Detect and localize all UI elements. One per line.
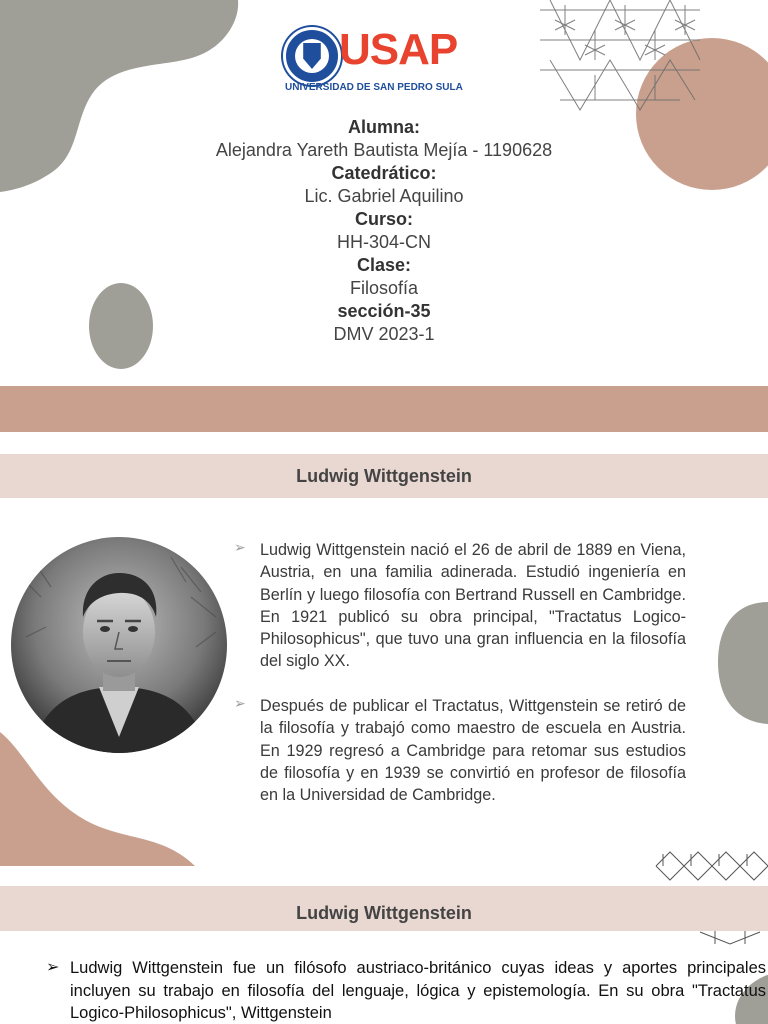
label-alumna: Alumna: <box>348 117 420 137</box>
geometric-pattern-small <box>656 852 768 866</box>
label-catedratico: Catedrático: <box>331 163 437 183</box>
tan-blob-bottom-left <box>0 732 195 866</box>
bullet-arrow-icon: ➢ <box>46 959 60 976</box>
logo-subtitle: UNIVERSIDAD DE SAN PEDRO SULA <box>285 82 463 93</box>
cover-info <box>0 116 768 346</box>
ideas-paragraph: Ludwig Wittgenstein fue un filósofo austriaco-británico cuyas ideas y aportes principales incluyen su trabajo en filosofía del lenguaje, lógica y epistemología. En su obra "Tractatus Logico-Philosophicus", Wittgenstein <box>70 959 766 1022</box>
cover-slide <box>0 0 768 386</box>
slide2-title: Ludwig Wittgenstein <box>0 454 768 498</box>
logo-wordmark: USAP <box>339 25 458 74</box>
label-curso: Curso: <box>355 209 413 229</box>
bio-paragraph-1: Ludwig Wittgenstein nació el 26 de abril de 1889 en Viena, Austria, en una familia adinerada. Estudió ingeniería en Berlín y luego filosofía con Bertrand Russell en Cambridge. En 1921 publicó su obra principal, "Tractatus Logico-Philosophicus", que tuvo una gran influencia en la filosofía del siglo XX. <box>260 541 686 671</box>
term: DMV 2023-1 <box>333 324 435 344</box>
biography-slide <box>0 432 768 866</box>
bio-paragraph-2: Después de publicar el Tractatus, Wittgenstein se retiró de la filosofía y trabajó como maestro de escuela en Austria. En 1929 regresó a Cambridge para retomar sus estudios de filosofía y en 1939 se convirtió en profesor de filosofía en la Universidad de Cambridge. <box>260 697 686 805</box>
university-seal-icon <box>283 27 341 85</box>
slide3-title: Ludwig Wittgenstein <box>0 886 768 931</box>
class-name: Filosofía <box>349 278 419 298</box>
bullet-arrow-icon: ➢ <box>234 695 246 711</box>
portrait-image <box>11 537 227 753</box>
label-clase: Clase: <box>356 255 412 275</box>
ideas-slide <box>0 866 768 1024</box>
wittgenstein-portrait <box>11 537 227 753</box>
course-code: HH-304-CN <box>336 232 432 252</box>
student-name: Alejandra Yareth Bautista Mejía - 1190628 <box>215 140 553 160</box>
bullet-arrow-icon: ➢ <box>234 539 246 555</box>
usap-logo <box>283 27 473 97</box>
gray-blob-right <box>718 602 768 724</box>
tan-divider-band <box>0 386 768 432</box>
section: sección-35 <box>337 301 431 321</box>
professor-name: Lic. Gabriel Aquilino <box>304 186 464 206</box>
